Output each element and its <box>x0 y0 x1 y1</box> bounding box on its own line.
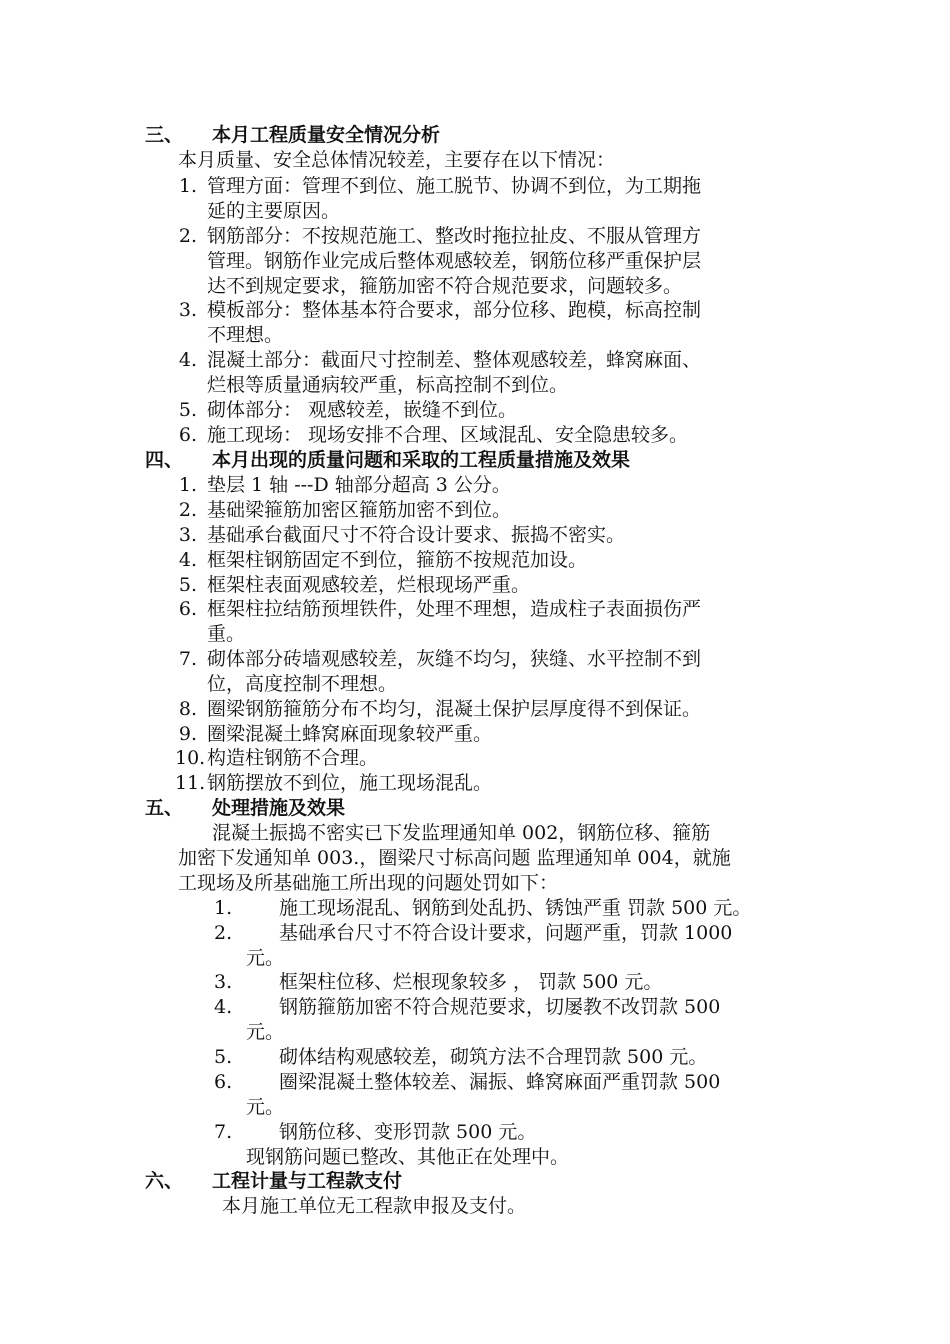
list-item-number: 5. <box>214 1046 233 1068</box>
section-3-title: 本月工程质量安全情况分析 <box>212 124 441 146</box>
section-5-number: 五、 <box>145 797 184 819</box>
list-item-text: 钢筋位移、变形罚款 500 元。 <box>279 1121 537 1143</box>
list-item-text: 元。 <box>246 1021 285 1043</box>
list-item-number: 7. <box>214 1121 233 1143</box>
list-item-number: 4. <box>214 996 233 1018</box>
list-item-text: 管理方面：管理不到位、施工脱节、协调不到位，为工期拖 <box>207 175 702 197</box>
list-item-text: 垫层 1 轴 ---D 轴部分超高 3 公分。 <box>207 474 511 496</box>
section-5-title: 处理措施及效果 <box>212 797 346 819</box>
section-4-title: 本月出现的质量问题和采取的工程质量措施及效果 <box>212 449 631 471</box>
list-item-text: 框架柱拉结筋预埋铁件，处理不理想，造成柱子表面损伤严 <box>207 598 702 620</box>
list-item-text: 钢筋箍筋加密不符合规范要求，切屡教不改罚款 500 <box>279 996 721 1018</box>
section-6-text: 本月施工单位无工程款申报及支付。 <box>222 1195 527 1217</box>
list-item-text: 圈梁混凝土蜂窝麻面现象较严重。 <box>207 723 493 745</box>
paragraph-line: 混凝土振捣不密实已下发监理通知单 002，钢筋位移、箍筋 <box>212 822 711 844</box>
list-item-text: 混凝土部分：截面尺寸控制差、整体观感较差，蜂窝麻面、 <box>207 349 702 371</box>
list-item-number: 7. <box>178 648 197 670</box>
list-item-text: 达不到规定要求，箍筋加密不符合规范要求，问题较多。 <box>207 275 683 297</box>
list-item-text: 模板部分：整体基本符合要求，部分位移、跑模，标高控制 <box>207 299 702 321</box>
list-item-text: 框架柱钢筋固定不到位，箍筋不按规范加设。 <box>207 549 588 571</box>
section-6-number: 六、 <box>145 1170 184 1192</box>
list-item-text: 元。 <box>246 1096 285 1118</box>
list-item-text: 施工现场混乱、钢筋到处乱扔、锈蚀严重 罚款 500 元。 <box>279 897 752 919</box>
list-item-text: 圈梁钢筋箍筋分布不均匀，混凝土保护层厚度得不到保证。 <box>207 698 702 720</box>
paragraph-line: 加密下发通知单 003.，圈梁尺寸标高问题 监理通知单 004，就施 <box>178 847 731 869</box>
list-item-number: 6. <box>178 598 197 620</box>
list-item-number: 2. <box>178 225 197 247</box>
section-5-closing: 现钢筋问题已整改、其他正在处理中。 <box>246 1146 570 1168</box>
list-item-number: 10. <box>175 747 206 769</box>
list-item-text: 基础梁箍筋加密区箍筋加密不到位。 <box>207 499 512 521</box>
list-item-text: 烂根等质量通病较严重，标高控制不到位。 <box>207 374 569 396</box>
list-item-text: 钢筋摆放不到位，施工现场混乱。 <box>207 772 493 794</box>
list-item-number: 3. <box>178 524 197 546</box>
list-item-text: 钢筋部分：不按规范施工、整改时拖拉扯皮、不服从管理方 <box>207 225 702 247</box>
list-item-number: 6. <box>178 424 197 446</box>
list-item-number: 9. <box>178 723 197 745</box>
list-item-text: 框架柱表面观感较差，烂根现场严重。 <box>207 574 531 596</box>
list-item-number: 4. <box>178 349 197 371</box>
paragraph-line: 工现场及所基础施工所出现的问题处罚如下： <box>178 872 559 894</box>
section-6-title: 工程计量与工程款支付 <box>212 1170 403 1192</box>
list-item-number: 1. <box>214 897 233 919</box>
list-item-text: 砌体部分砖墙观感较差，灰缝不均匀，狭缝、水平控制不到 <box>207 648 702 670</box>
list-item-text: 基础承台截面尺寸不符合设计要求、振捣不密实。 <box>207 524 626 546</box>
list-item-text: 重。 <box>207 623 246 645</box>
section-3-intro: 本月质量、安全总体情况较差，主要存在以下情况： <box>178 149 616 171</box>
list-item-number: 5. <box>178 399 197 421</box>
list-item-number: 3. <box>178 299 197 321</box>
list-item-text: 延的主要原因。 <box>207 200 341 222</box>
list-item-text: 位，高度控制不理想。 <box>207 673 398 695</box>
list-item-text: 管理。钢筋作业完成后整体观感较差，钢筋位移严重保护层 <box>207 250 702 272</box>
list-item-number: 5. <box>178 574 197 596</box>
list-item-text: 元。 <box>246 947 285 969</box>
list-item-number: 1. <box>178 175 197 197</box>
list-item-number: 11. <box>175 772 206 794</box>
list-item-number: 2. <box>178 499 197 521</box>
list-item-text: 施工现场： 现场安排不合理、区域混乱、安全隐患较多。 <box>207 424 689 446</box>
list-item-number: 4. <box>178 549 197 571</box>
list-item-number: 1. <box>178 474 197 496</box>
list-item-number: 8. <box>178 698 197 720</box>
section-3-number: 三、 <box>145 124 184 146</box>
list-item-text: 砌体部分： 观感较差，嵌缝不到位。 <box>207 399 518 421</box>
list-item-text: 构造柱钢筋不合理。 <box>207 747 379 769</box>
list-item-number: 2. <box>214 922 233 944</box>
section-4-number: 四、 <box>145 449 184 471</box>
list-item-text: 基础承台尺寸不符合设计要求，问题严重，罚款 1000 <box>279 922 733 944</box>
list-item-text: 框架柱位移、烂根现象较多 ， 罚款 500 元。 <box>279 971 663 993</box>
list-item-text: 砌体结构观感较差，砌筑方法不合理罚款 500 元。 <box>279 1046 708 1068</box>
list-item-text: 圈梁混凝土整体较差、漏振、蜂窝麻面严重罚款 500 <box>279 1071 721 1093</box>
list-item-number: 6. <box>214 1071 233 1093</box>
list-item-number: 3. <box>214 971 233 993</box>
list-item-text: 不理想。 <box>207 324 284 346</box>
